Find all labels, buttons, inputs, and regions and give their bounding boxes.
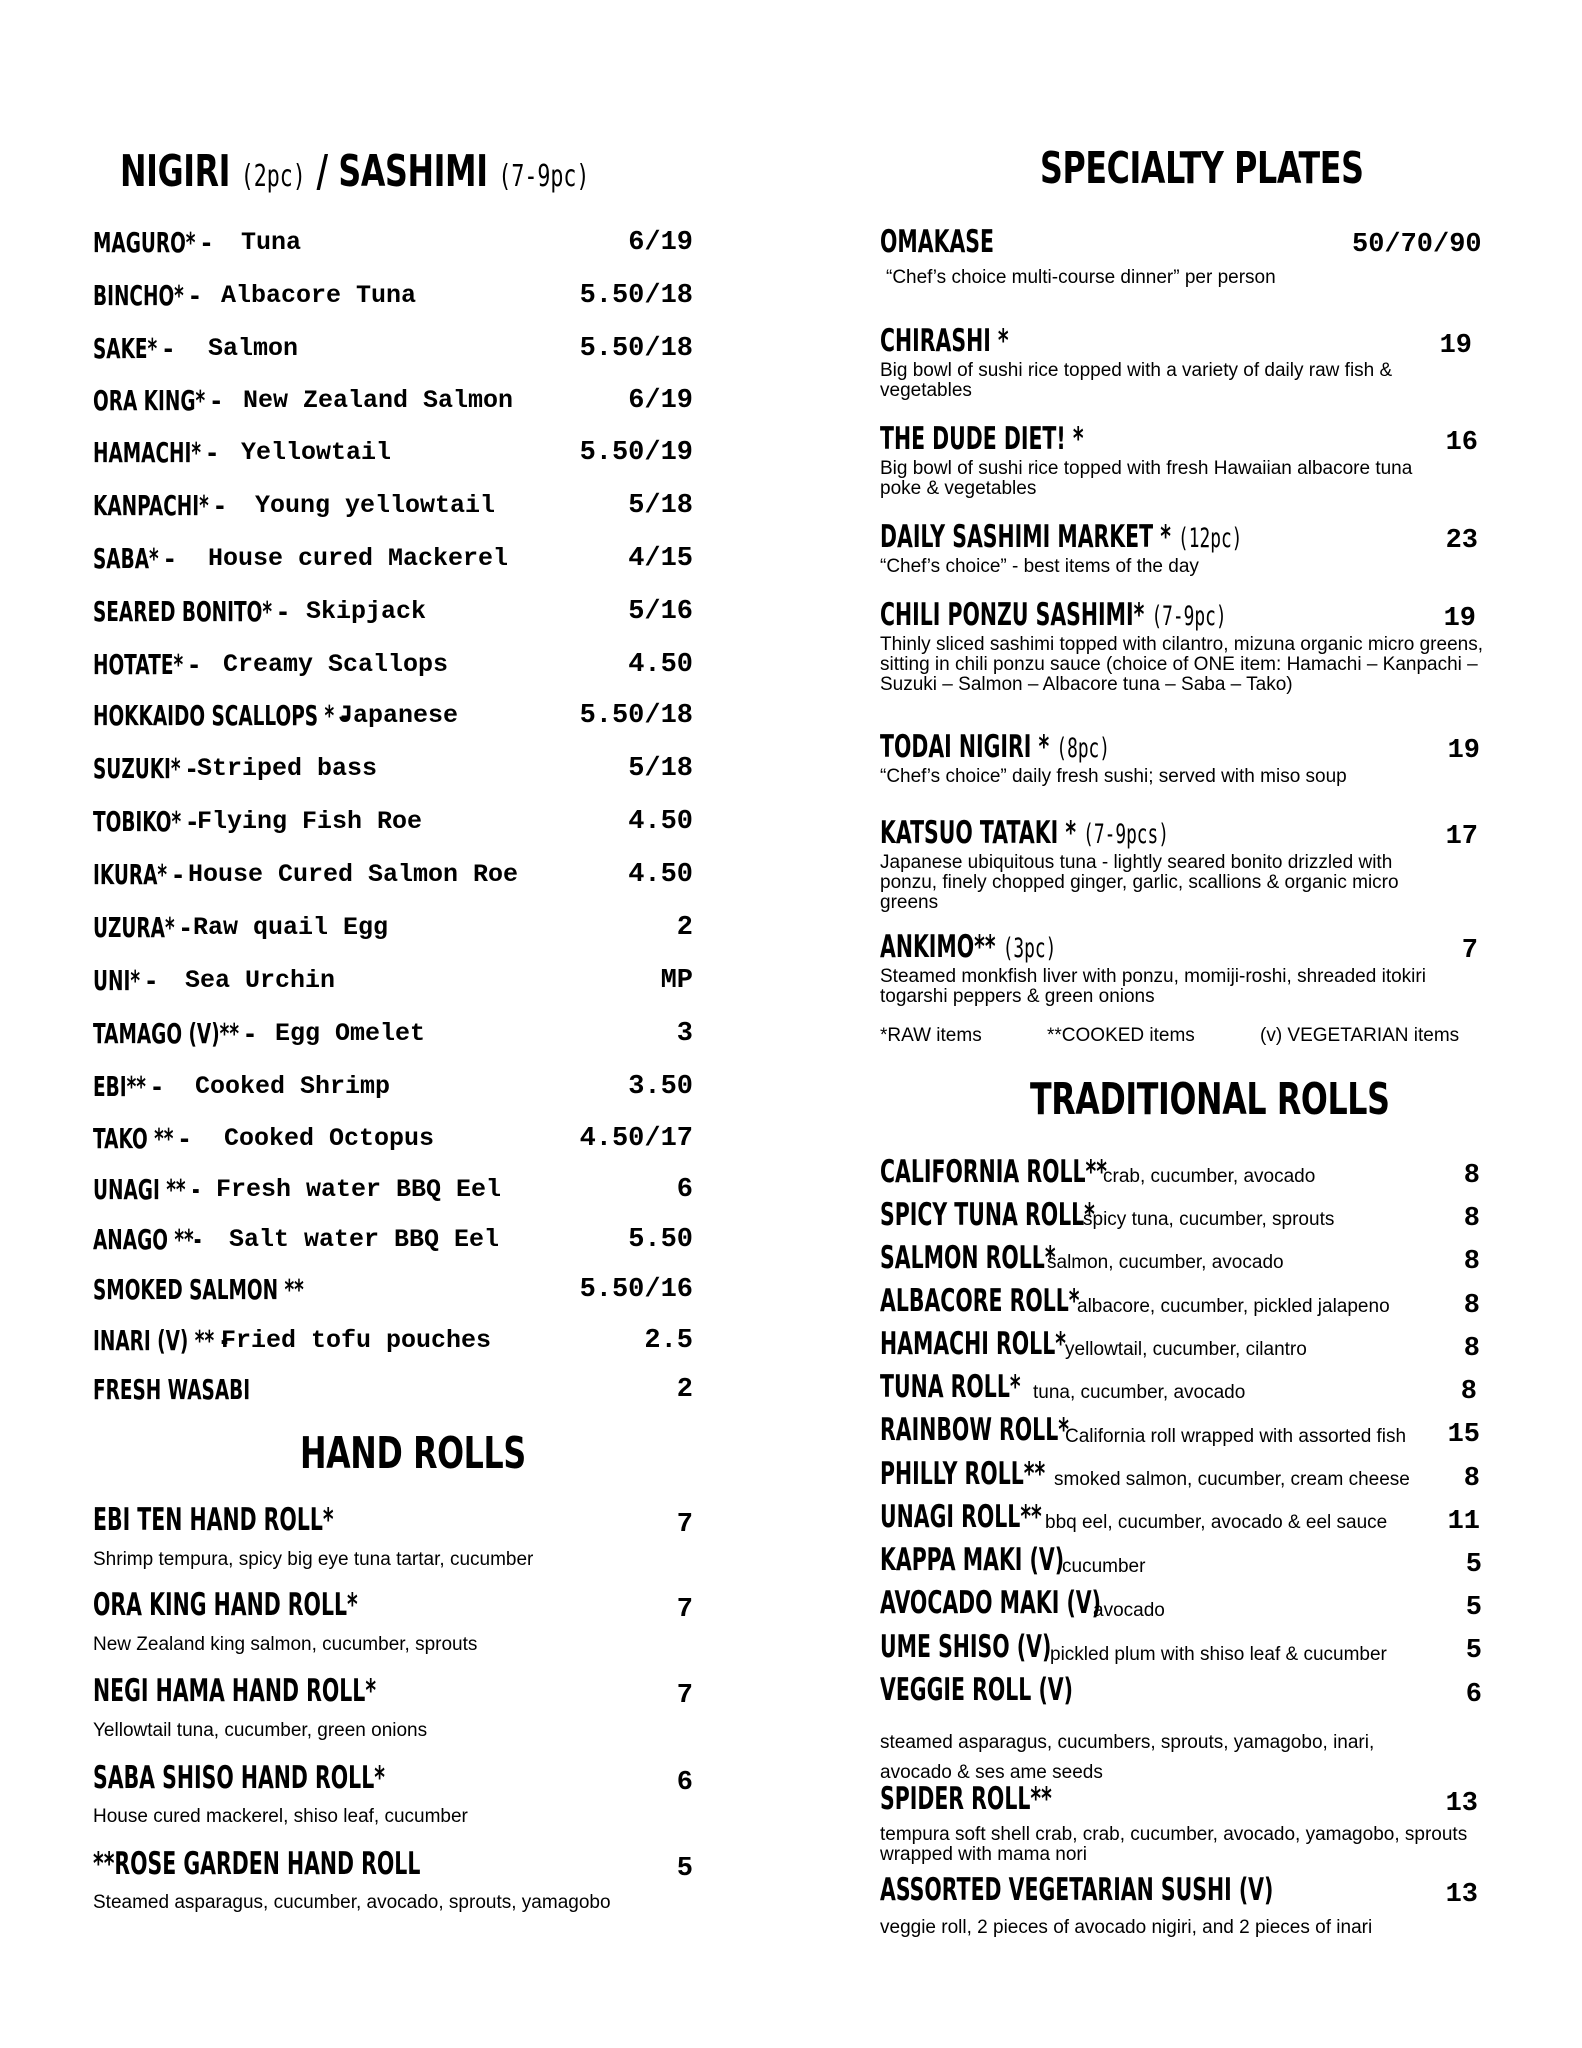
list-item: SMOKED SALMON ** 5.50/16 (93, 1273, 693, 1306)
list-item: TOBIKO* – Flying Fish Roe 4.50 (93, 805, 693, 838)
hand-roll-desc: Shrimp tempura, spicy big eye tuna tartar, cucumber (93, 1549, 534, 1570)
specialty-name: CHIRASHI * (880, 323, 1009, 359)
list-item: HAMACHI* – Yellowtail 5.50/19 (93, 436, 693, 469)
hand-roll-price: 7 (676, 1595, 693, 1625)
specialty-price: 23 (1445, 526, 1478, 556)
specialty-name: ANKIMO** (3pc) (880, 929, 1057, 965)
roll-desc: spicy tuna, cucumber, sprouts (1083, 1209, 1335, 1230)
roll-name: VEGGIE ROLL (V) (880, 1672, 1073, 1708)
specialty-price: 16 (1445, 428, 1478, 458)
list-item: BINCHO* – Albacore Tuna 5.50/18 (93, 279, 693, 312)
roll-name: SPIDER ROLL** (880, 1781, 1052, 1817)
list-item: FRESH WASABI 2 (93, 1373, 693, 1406)
roll-desc: cucumber (1062, 1556, 1146, 1577)
hand-roll-price: 7 (676, 1510, 693, 1540)
list-item: HOTATE* – Creamy Scallops 4.50 (93, 648, 693, 681)
specialty-desc: “Chef’s choice” - best items of the day (880, 556, 1199, 577)
hand-roll-price: 6 (676, 1768, 693, 1798)
hand-roll-desc: Yellowtail tuna, cucumber, green onions (93, 1720, 428, 1741)
roll-price: 8 (1463, 1247, 1480, 1277)
specialty-name: CHILI PONZU SASHIMI* (7-9pc) (880, 597, 1227, 633)
roll-name: HAMACHI ROLL* (880, 1326, 1066, 1362)
roll-name: AVOCADO MAKI (V) (880, 1585, 1101, 1621)
roll-name: CALIFORNIA ROLL** (880, 1154, 1107, 1190)
specialty-price: 7 (1461, 936, 1478, 966)
roll-desc: steamed asparagus, cucumbers, sprouts, yamagobo, inari, avocado & ses ame seeds (880, 1732, 1375, 1783)
list-item: HOKKAIDO SCALLOPS * – Japanese 5.50/18 (93, 699, 693, 732)
specialty-desc: Japanese ubiquitous tuna - lightly seared bonito drizzled with ponzu, finely chopped ginger, garlic, scallions & organic micro greens (880, 852, 1399, 913)
roll-price: 8 (1463, 1291, 1480, 1321)
specialty-desc: Steamed monkfish liver with ponzu, momiji-roshi, shreaded itokiri togarshi peppers & green onions (880, 966, 1426, 1007)
list-item: SABA* – House cured Mackerel 4/15 (93, 542, 693, 575)
specialty-name: DAILY SASHIMI MARKET * (12pc) (880, 519, 1243, 555)
roll-price: 15 (1447, 1420, 1480, 1450)
specialty-price: 50/70/90 (1352, 230, 1482, 260)
roll-name: SALMON ROLL* (880, 1240, 1056, 1276)
legend-cooked: **COOKED items (1047, 1025, 1195, 1046)
hand-roll-name: ORA KING HAND ROLL* (93, 1587, 358, 1623)
hand-roll-name: SABA SHISO HAND ROLL* (93, 1760, 385, 1796)
hand-roll-price: 5 (676, 1854, 693, 1884)
roll-price: 5 (1465, 1593, 1482, 1623)
specialty-name: THE DUDE DIET! * (880, 421, 1084, 457)
roll-desc: smoked salmon, cucumber, cream cheese (1054, 1469, 1410, 1490)
specialty-desc: “Chef’s choice” daily fresh sushi; served with miso soup (880, 766, 1347, 787)
specialty-desc: Big bowl of sushi rice topped with a variety of daily raw fish & vegetables (880, 360, 1393, 401)
roll-desc: tuna, cucumber, avocado (1033, 1382, 1246, 1403)
roll-desc: crab, cucumber, avocado (1103, 1166, 1316, 1187)
list-item: ORA KING* – New Zealand Salmon 6/19 (93, 384, 693, 417)
hand-roll-desc: New Zealand king salmon, cucumber, sprouts (93, 1634, 478, 1655)
hand-roll-name: NEGI HAMA HAND ROLL* (93, 1673, 377, 1709)
hand-roll-name: EBI TEN HAND ROLL* (93, 1502, 334, 1538)
list-item: TAMAGO (V)** – Egg Omelet 3 (93, 1017, 693, 1050)
roll-desc: avocado (1093, 1600, 1165, 1621)
list-item: MAGURO* – Tuna 6/19 (93, 226, 693, 259)
roll-price: 8 (1463, 1464, 1480, 1494)
roll-name: RAINBOW ROLL* (880, 1412, 1069, 1448)
roll-name: ASSORTED VEGETARIAN SUSHI (V) (880, 1872, 1274, 1908)
specialty-name: KATSUO TATAKI * (7-9pcs) (880, 815, 1169, 851)
specialty-desc: “Chef’s choice multi-course dinner” per person (886, 267, 1276, 288)
specialty-price: 19 (1447, 736, 1480, 766)
hand-roll-desc: Steamed asparagus, cucumber, avocado, sprouts, yamagobo (93, 1892, 611, 1913)
roll-price: 5 (1465, 1550, 1482, 1580)
roll-price: 8 (1463, 1334, 1480, 1364)
roll-desc: tempura soft shell crab, crab, cucumber, avocado, yamagobo, sprouts wrapped with mama nori (880, 1824, 1468, 1865)
hand-roll-desc: House cured mackerel, shiso leaf, cucumber (93, 1806, 468, 1827)
list-item: IKURA* – House Cured Salmon Roe 4.50 (93, 858, 693, 891)
roll-price: 8 (1460, 1377, 1477, 1407)
roll-price: 8 (1463, 1204, 1480, 1234)
roll-price: 5 (1465, 1636, 1482, 1666)
roll-desc: bbq eel, cucumber, avocado & eel sauce (1045, 1512, 1388, 1533)
list-item: SEARED BONITO* – Skipjack 5/16 (93, 595, 693, 628)
roll-name: ALBACORE ROLL* (880, 1283, 1080, 1319)
roll-price: 13 (1445, 1789, 1478, 1819)
specialty-desc: Big bowl of sushi rice topped with fresh Hawaiian albacore tuna poke & vegetables (880, 458, 1413, 499)
list-item: SAKE* – Salmon 5.50/18 (93, 332, 693, 365)
roll-name: PHILLY ROLL** (880, 1456, 1046, 1492)
roll-name: SPICY TUNA ROLL* (880, 1197, 1095, 1233)
list-item: UNAGI ** - Fresh water BBQ Eel 6 (93, 1173, 693, 1206)
roll-price: 8 (1463, 1161, 1480, 1191)
specialty-price: 17 (1445, 822, 1478, 852)
legend-vegetarian: (v) VEGETARIAN items (1260, 1025, 1460, 1046)
specialty-price: 19 (1443, 604, 1476, 634)
roll-price: 11 (1447, 1507, 1480, 1537)
hand-roll-name: **ROSE GARDEN HAND ROLL (93, 1846, 421, 1882)
roll-desc: albacore, cucumber, pickled jalapeno (1077, 1296, 1390, 1317)
list-item: EBI** – Cooked Shrimp 3.50 (93, 1070, 693, 1103)
roll-name: UME SHISO (V) (880, 1629, 1052, 1665)
roll-name: TUNA ROLL* (880, 1369, 1021, 1405)
list-item: UNI* – Sea Urchin MP (93, 964, 693, 997)
specialty-plates-heading: SPECIALTY PLATES (1040, 143, 1364, 194)
roll-name: UNAGI ROLL** (880, 1499, 1042, 1535)
specialty-name: OMAKASE (880, 224, 994, 260)
nigiri-sashimi-heading: NIGIRI (2pc) / SASHIMI (7-9pc) (120, 146, 590, 197)
specialty-desc: Thinly sliced sashimi topped with cilantro, mizuna organic micro greens, sitting in chili ponzu sauce (choice of ONE item: Hamachi – Kanpachi – Suzuki – Salmon – Albacore tuna – Saba – Tako) (880, 634, 1483, 695)
roll-desc: veggie roll, 2 pieces of avocado nigiri, and 2 pieces of inari (880, 1917, 1373, 1938)
legend-raw: *RAW items (880, 1025, 982, 1046)
specialty-price: 19 (1439, 331, 1472, 361)
list-item: SUZUKI* – Striped bass 5/18 (93, 752, 693, 785)
hand-roll-price: 7 (676, 1681, 693, 1711)
roll-desc: salmon, cucumber, avocado (1047, 1252, 1284, 1273)
roll-desc: pickled plum with shiso leaf & cucumber (1050, 1644, 1387, 1665)
roll-desc: California roll wrapped with assorted fish (1065, 1426, 1407, 1447)
roll-desc: yellowtail, cucumber, cilantro (1065, 1339, 1307, 1360)
specialty-name: TODAI NIGIRI * (8pc) (880, 729, 1111, 765)
traditional-rolls-heading: TRADITIONAL ROLLS (1030, 1074, 1390, 1125)
list-item: KANPACHI* – Young yellowtail 5/18 (93, 489, 693, 522)
list-item: ANAGO **- Salt water BBQ Eel 5.50 (93, 1223, 693, 1256)
list-item: UZURA* – Raw quail Egg 2 (93, 911, 693, 944)
list-item: INARI (V) ** - Fried tofu pouches 2.5 (93, 1324, 693, 1357)
list-item: TAKO ** – Cooked Octopus 4.50/17 (93, 1122, 693, 1155)
roll-name: KAPPA MAKI (V) (880, 1542, 1065, 1578)
roll-price: 13 (1445, 1880, 1478, 1910)
roll-price: 6 (1465, 1680, 1482, 1710)
hand-rolls-heading: HAND ROLLS (300, 1428, 526, 1479)
